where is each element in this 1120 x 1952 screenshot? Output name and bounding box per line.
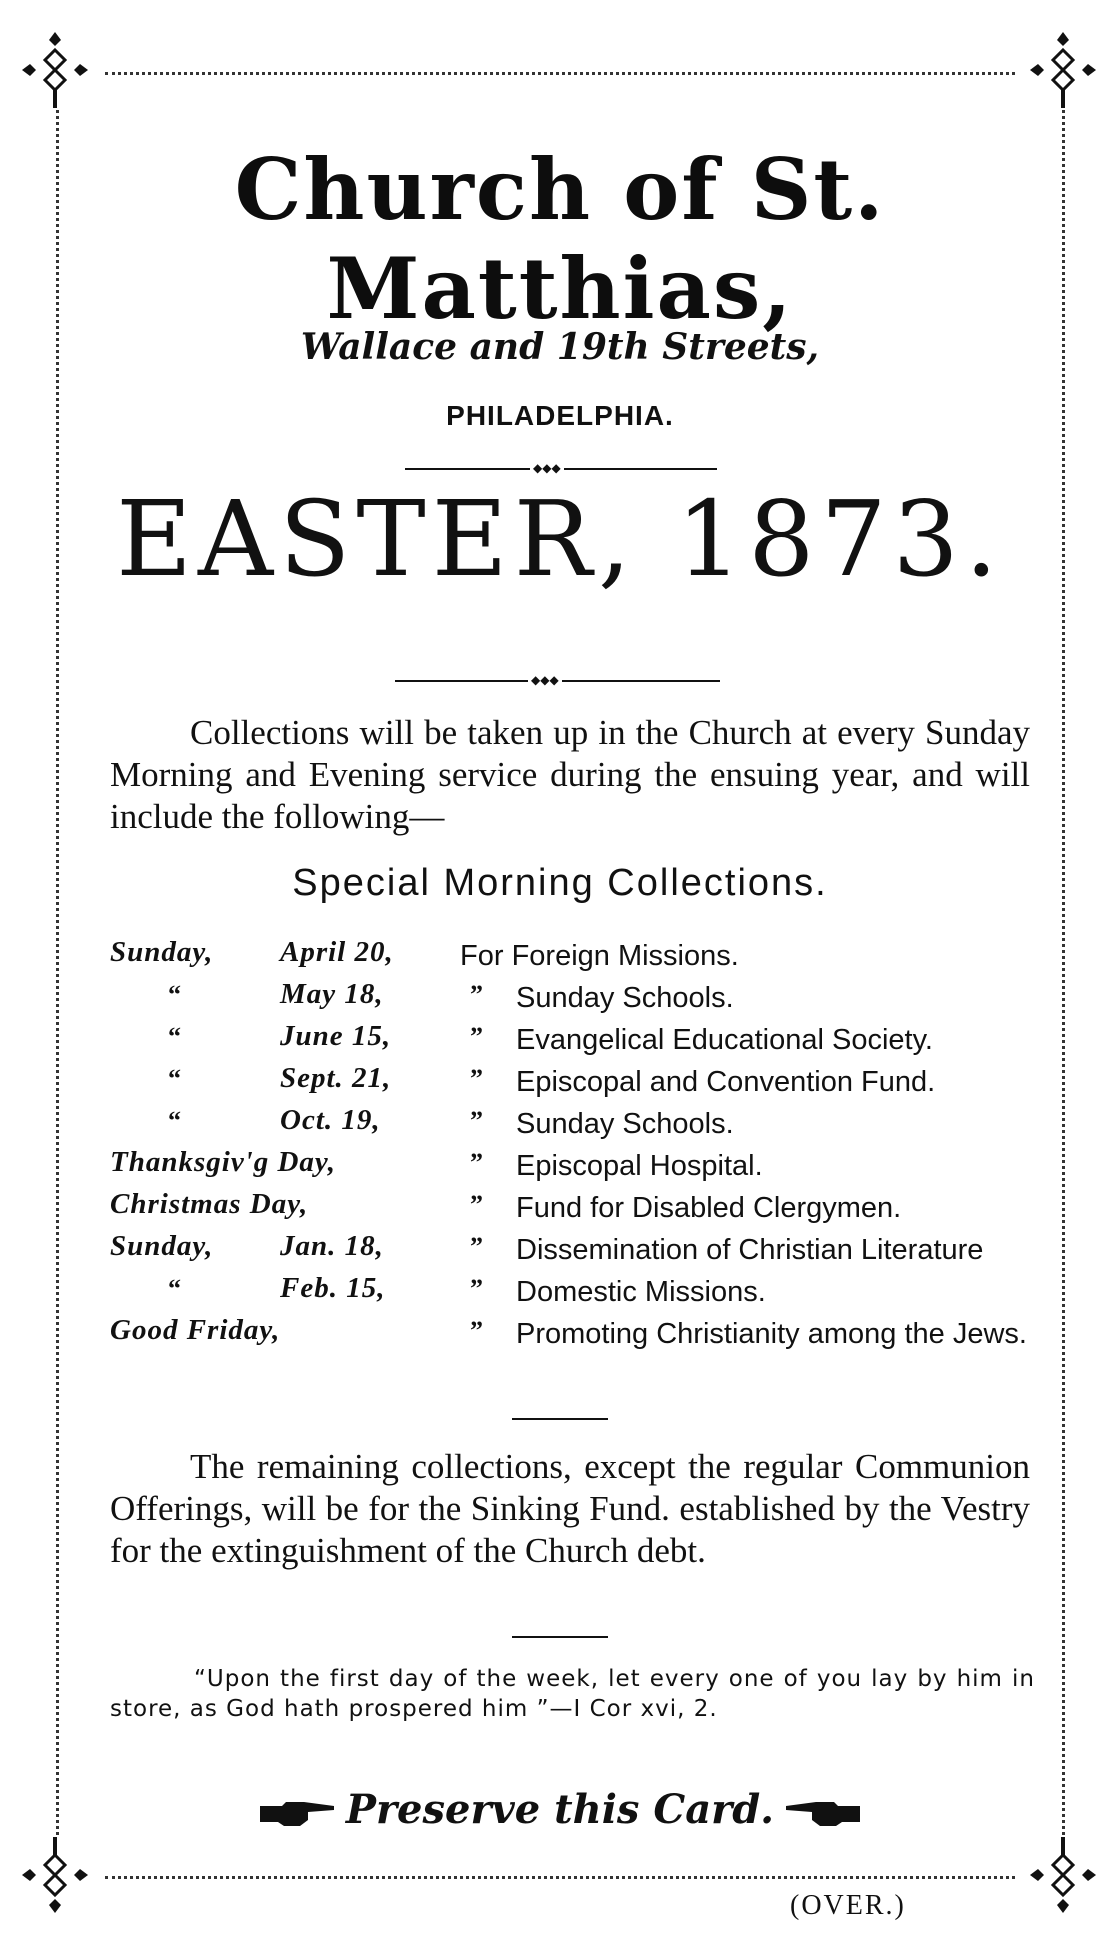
collection-day: “ [168, 1274, 181, 1303]
collection-purpose: Episcopal Hospital. [516, 1150, 763, 1182]
corner-ornament-icon [1028, 1835, 1098, 1915]
collection-row [110, 978, 1040, 1018]
collection-purpose: Sunday Schools. [516, 982, 734, 1014]
collection-prefix: For [460, 940, 504, 972]
collection-prefix: ” [470, 1316, 483, 1345]
easter-heading: EASTER, 1873. [116, 478, 1004, 600]
corner-ornament-icon [20, 30, 90, 110]
collection-purpose: Fund for Disabled Clergymen. [516, 1192, 902, 1224]
divider [512, 1636, 608, 1638]
church-city: PHILADELPHIA. [446, 400, 674, 431]
collection-purpose: Episcopal and Convention Fund. [516, 1066, 936, 1098]
collection-prefix: ” [470, 1106, 483, 1135]
collection-date: May 18, [280, 978, 384, 1010]
collection-purpose: Promoting Christianity among the Jews. [516, 1318, 1027, 1350]
collection-date: Jan. 18, [280, 1230, 384, 1262]
collection-row [110, 1230, 1040, 1270]
preserve-line [0, 1786, 1120, 1833]
collection-purpose: Dissemination of Christian Literature [516, 1234, 984, 1266]
church-address: Wallace and 19th Streets, [300, 326, 820, 368]
collection-prefix: ” [470, 1022, 483, 1051]
collection-purpose-text: Foreign Missions. [511, 940, 739, 972]
corner-ornament-icon [1028, 30, 1098, 110]
collection-date: June 15, [280, 1020, 392, 1052]
collection-row [110, 1272, 1040, 1312]
collection-row [110, 936, 1040, 976]
collection-day: “ [168, 980, 181, 1009]
divider [512, 1418, 608, 1420]
special-collections-heading: Special Morning Collections. [292, 862, 828, 904]
verse-text: “Upon the first day of the week, let every one of you lay by him in store, as God hath prospered him ”—I Cor xvi, 2. [110, 1666, 1035, 1722]
divider-diamonds-icon: ◆◆◆ [530, 462, 564, 474]
pointing-hand-right-icon [258, 1798, 336, 1828]
collection-prefix: ” [470, 1274, 483, 1303]
collection-date: Sept. 21, [280, 1062, 392, 1094]
collection-date: Feb. 15, [280, 1272, 386, 1304]
intro-paragraph [110, 712, 1030, 838]
collection-day: Good Friday, [110, 1314, 281, 1346]
collection-day: Christmas Day, [110, 1188, 309, 1220]
collection-day: “ [168, 1106, 181, 1135]
remaining-text: The remaining collections, except the regular Communion Offerings, will be for the Sinking Fund. established by the Vestry for the extinguishment of the Church debt. [110, 1447, 1030, 1570]
collection-row [110, 1188, 1040, 1228]
collection-row [110, 1020, 1040, 1060]
remaining-paragraph [110, 1446, 1030, 1572]
church-title: Church of St. Matthias, [234, 140, 886, 338]
border-bottom [105, 1876, 1015, 1879]
scripture-verse [110, 1664, 1035, 1724]
corner-ornament-icon [20, 1835, 90, 1915]
collection-purpose [460, 936, 984, 976]
collection-purpose: Evangelical Educational Society. [516, 1024, 933, 1056]
collection-purpose: Domestic Missions. [516, 1276, 766, 1308]
collection-date: Oct. 19, [280, 1104, 381, 1136]
collection-prefix: ” [470, 1148, 483, 1177]
intro-text: Collections will be taken up in the Church at every Sunday Morning and Evening service during the ensuing year, and will include the following— [110, 713, 1030, 836]
collection-date: April 20, [280, 936, 394, 968]
collection-prefix: ” [470, 1190, 483, 1219]
collection-row [110, 1314, 1040, 1394]
collection-day: “ [168, 1064, 181, 1093]
collection-row [110, 1104, 1040, 1144]
collection-prefix: ” [470, 1064, 483, 1093]
collection-row [110, 1146, 1040, 1186]
divider-diamonds-icon: ◆◆◆ [528, 674, 562, 686]
collection-day: “ [168, 1022, 181, 1051]
collection-prefix: ” [470, 1232, 483, 1261]
pointing-hand-left-icon [784, 1798, 862, 1828]
over-note: (OVER.) [790, 1890, 906, 1921]
collection-purpose: Sunday Schools. [516, 1108, 734, 1140]
preserve-text: Preserve this Card. [345, 1786, 775, 1833]
collection-row [110, 1062, 1040, 1102]
border-top [105, 72, 1015, 75]
border-left [56, 110, 59, 1835]
collection-day: Sunday, [110, 936, 214, 968]
collection-day: Sunday, [110, 1230, 214, 1262]
collection-prefix: ” [470, 980, 483, 1009]
border-right [1062, 110, 1065, 1835]
collection-day: Thanksgiv'g Day, [110, 1146, 336, 1178]
